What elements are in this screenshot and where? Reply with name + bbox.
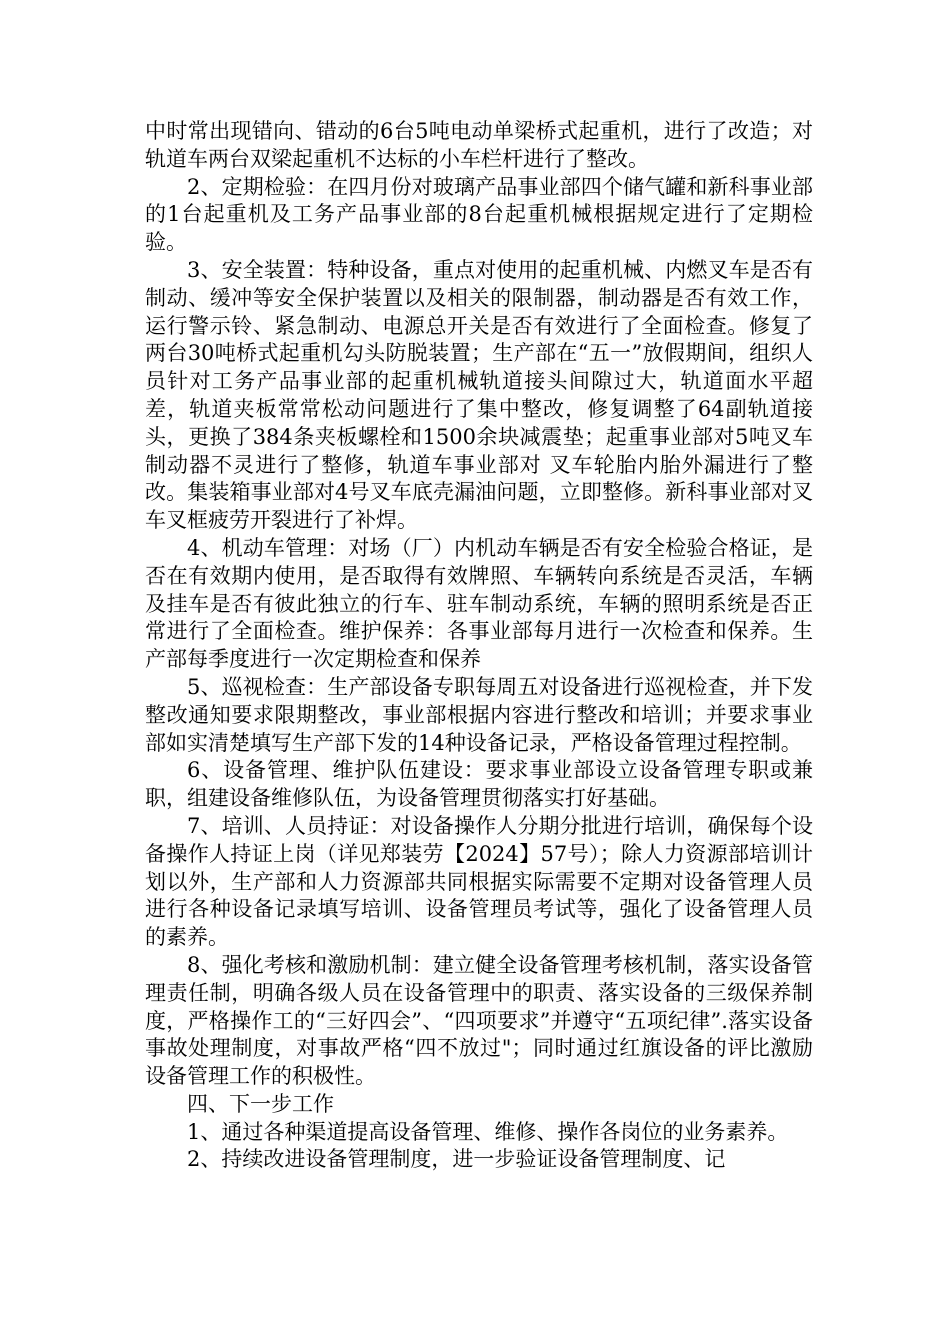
paragraph-next-step-2: 2、持续改进设备管理制度，进一步验证设备管理制度、记 xyxy=(187,1147,726,1172)
section-heading-next-steps: 四、下一步工作 xyxy=(187,1091,334,1116)
paragraph-assessment-incentive: 8、强化考核和激励机制：建立健全设备管理考核机制，落实设备管理责任制，明确各级人员在设备管理中的职责、落实设备的三级保养制度，严格操作工的“三好四会”、“四项要求”并遵守“五项纪律”.落实设备事故处理制度，对事故严格“四不放过"；同时通过红旗设备的评比激励设备管理工作的积极性。 xyxy=(145,952,813,1089)
paragraph-next-step-1: 1、通过各种渠道提高设备管理、维修、操作各岗位的业务素养。 xyxy=(187,1119,789,1144)
paragraph-training-certification: 7、培训、人员持证：对设备操作人分期分批进行培训，确保每个设备操作人持证上岗（详见郑装劳【2024】57号）；除人力资源部培训计划以外，生产部和人力资源部共同根据实际需要不定期对设备管理人员进行各种设备记录填写培训、设备管理员考试等，强化了设备管理人员的素养。 xyxy=(145,813,813,950)
paragraph-motor-vehicle-management: 4、机动车管理：对场（厂）内机动车辆是否有安全检验合格证，是否在有效期内使用，是否取得有效牌照、车辆转向系统是否灵活，车辆及挂车是否有彼此独立的行车、驻车制动系统，车辆的照明系统是否正常进行了全面检查。维护保养：各事业部每月进行一次检查和保养。生产部每季度进行一次定期检查和保养 xyxy=(145,535,813,672)
paragraph-patrol-inspection: 5、巡视检查：生产部设备专职每周五对设备进行巡视检查，并下发整改通知要求限期整改，事业部根据内容进行整改和培训；并要求事业部如实清楚填写生产部下发的14种设备记录，严格设备管理过程控制。 xyxy=(145,674,813,755)
paragraph-periodic-inspection: 2、定期检验：在四月份对玻璃产品事业部四个储气罐和新科事业部的1台起重机及工务产品事业部的8台起重机械根据规定进行了定期检验。 xyxy=(145,174,813,255)
paragraph-safety-devices: 3、安全装置：特种设备，重点对使用的起重机械、内燃叉车是否有制动、缓冲等安全保护装置以及相关的限制器，制动器是否有效工作，运行警示铃、紧急制动、电源总开关是否有效进行了全面检查。修复了两台30吨桥式起重机勾头防脱装置；生产部在“五一”放假期间，组织人员针对工务产品事业部的起重机械轨道接头间隙过大，轨道面水平超差，轨道夹板常常松动问题进行了集中整改，修复调整了64副轨道接头，更换了384条夹板螺栓和1500余块减震垫；起重事业部对5吨叉车制动器不灵进行了整修，轨道车事业部对 叉车轮胎内胎外漏进行了整改。集装箱事业部对4号叉车底壳漏油问题，立即整修。新科事业部对叉车叉框疲劳开裂进行了补焊。 xyxy=(145,257,813,533)
paragraph-team-building: 6、设备管理、维护队伍建设：要求事业部设立设备管理专职或兼职，组建设备维修队伍，为设备管理贯彻落实打好基础。 xyxy=(145,758,813,811)
paragraph-continuation: 中时常出现错向、错动的6台5吨电动单梁桥式起重机，进行了改造；对轨道车两台双梁起重机不达标的小车栏杆进行了整改。 xyxy=(145,119,813,171)
document-body xyxy=(145,118,813,1174)
